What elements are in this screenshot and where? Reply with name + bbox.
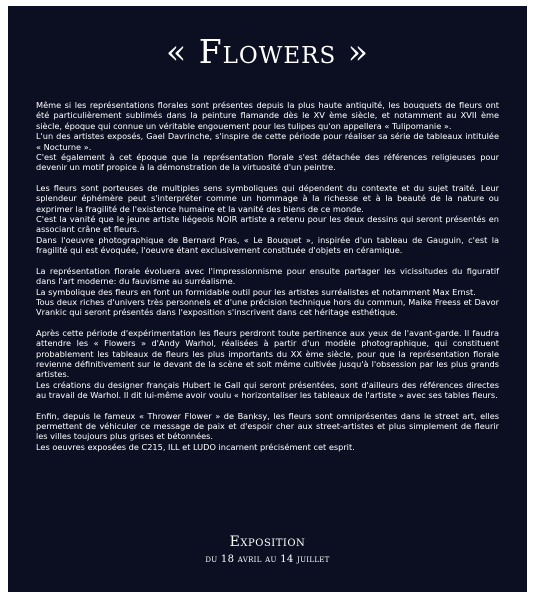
paragraph-line: Les oeuvres exposées de C215, ILL et LUDO incarnent précisément cet esprit.	[36, 441, 355, 452]
paragraph-5	[36, 411, 499, 453]
paragraph-line: L'un des artistes exposés, Gael Davrinche, s'inspire de cette période pour réaliser sa série de tableaux intitulée « Nocturne ».	[36, 131, 499, 152]
paragraph-line: Dans l'oeuvre photographique de Bernard Pras, « Le Bouquet », inspirée d'un tableau de Gauguin, c'est la fragilité qui est évoquée, l'oeuvre étant exclusivement constituée d'objets en céramique.	[36, 234, 499, 256]
paragraph-line: C'est également à cet époque que la représentation florale s'est détachée des références religieuses pour devenir un motif propice à la démonstration de la virtuosité d'un peintre.	[36, 152, 499, 173]
document-title	[8, 32, 527, 72]
paragraph-line: Enfin, depuis le fameux « Thrower Flower » de Banksy, les fleurs sont omniprésentes dans le street art, elles permettent de véhiculer ce message de paix et d'espoir cher aux street-artistes et plus simplement de fleurir les villes toujours plus grises et bétonnées.	[36, 410, 499, 442]
exhibition-dates: du 18 avril au 14 juillet	[205, 554, 330, 565]
paragraph-3	[36, 266, 499, 318]
paragraph-1	[36, 100, 499, 173]
paragraph-line: Même si les représentations florales sont présentes depuis la plus haute antiquité, les bouquets de fleurs ont été particulièrement sublimés dans la peinture flamande dès le XV ème siècle, et notamment au XVII ème siècle, époque qui connue un véritable engouement pour les tulipes qu'on appellera « Tulipomanie ».	[36, 100, 499, 131]
document-title-text: « Flowers »	[166, 32, 369, 71]
paragraph-line: Les fleurs sont porteuses de multiples sens symboliques qui dépendent du contexte et du sujet traité. Leur splendeur éphémère peut s'interpréter comme un hommage à la richesse et à la beauté de la nature ou exprimer la fragilité de l'existence humaine et la vanité des biens de ce monde.	[36, 182, 499, 214]
paragraph-line: C'est la vanité que le jeune artiste liégeois NOIR artiste a retenu pour les deux dessins qui seront présentés en associant crâne et fleurs.	[36, 214, 499, 235]
paragraph-line: La représentation florale évoluera avec l'impressionnisme pour ensuite partager les vicissitudes du figuratif dans l'art moderne: du fauvisme au surréalisme.	[36, 265, 499, 287]
document-body	[36, 100, 499, 462]
paragraph-line: Tous deux riches d'univers très personnels et d'une précision technique hors du commun, Maike Freess et Davor Vrankic qui seront présentés dans l'exposition s'inscrivent dans cet héritage esthétique.	[36, 296, 499, 318]
document-panel	[8, 6, 527, 592]
paragraph-line: Après cette période d'expérimentation les fleurs perdront toute pertinence aux yeux de l'avant-garde. Il faudra attendre les « Flowers » d'Andy Warhol, réalisées à partir d'un modèle photographique, qui constituent probablement les tableaux de fleurs les plus importants du XX ème siècle, pour que la représentation florale revienne définitivement sur le devant de la scène et soit même cultivée jusqu'à l'obsession par les plus grands artistes.	[36, 327, 499, 380]
paragraph-2	[36, 183, 499, 256]
paragraph-line: La symbolique des fleurs en font un formidable outil pour les artistes surréalistes et notamment Max Ernst.	[36, 286, 476, 297]
paragraph-line: Les créations du designer français Hubert le Gall qui seront présentées, sont d'ailleurs des références directes au travail de Warhol. Il dit lui-même avoir voulu « horizontaliser les tableaux de l'artiste » avec ses tables fleurs.	[36, 379, 499, 401]
paragraph-4	[36, 328, 499, 401]
exhibition-heading: Exposition	[229, 534, 306, 550]
